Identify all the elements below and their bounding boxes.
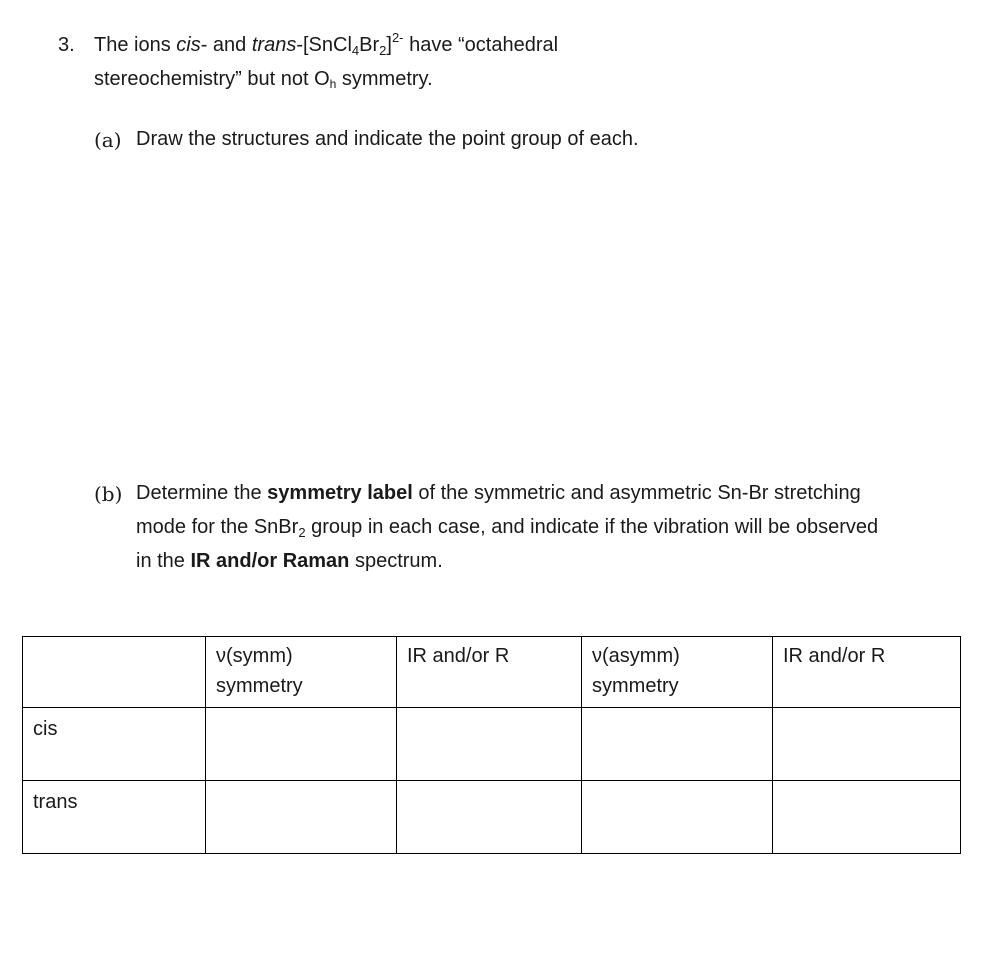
answer-cell-trans-asymm-symmetry[interactable] (582, 781, 773, 854)
formula-part: Br (359, 34, 380, 56)
question-line-2 (94, 68, 433, 91)
header-asymm-ir-raman (773, 637, 961, 708)
header-line: symmetry (592, 675, 679, 697)
part-b-text: spectrum. (349, 550, 443, 572)
part-b-line-2 (136, 516, 878, 539)
trans-word: trans (251, 34, 297, 56)
question-text: have “octahedral (403, 34, 559, 56)
header-line: IR and/or R (783, 645, 886, 667)
header-line: IR and/or R (407, 645, 510, 667)
formula-subscript: 2 (379, 43, 387, 58)
header-line: symmetry (216, 675, 303, 697)
question-number: 3. (58, 34, 75, 56)
table-row-trans (23, 781, 961, 854)
header-symm-ir-raman (397, 637, 582, 708)
header-asymm-symmetry (582, 637, 773, 708)
formula-part: -[SnCl (296, 34, 352, 56)
formula-subscript: 4 (351, 43, 360, 58)
question-text: symmetry. (336, 68, 433, 90)
header-line: ν(symm) (216, 645, 293, 667)
part-b-line-3 (136, 550, 443, 573)
answer-cell-cis-symm-ir-raman[interactable] (397, 708, 582, 781)
answer-cell-cis-asymm-symmetry[interactable] (582, 708, 773, 781)
cis-word: cis (176, 34, 201, 56)
symmetry-label-bold: symmetry label (267, 482, 413, 504)
header-line: ν(asymm) (592, 645, 680, 667)
row-label-cis: cis (23, 708, 206, 781)
answer-cell-cis-symm-symmetry[interactable] (206, 708, 397, 781)
part-a-text: Draw the structures and indicate the point group of each. (136, 128, 639, 150)
answer-table (22, 636, 961, 854)
part-a-letter: (a) (94, 128, 122, 152)
part-b-letter: (b) (94, 482, 123, 506)
table-row-cis (23, 708, 961, 781)
table-header-row (23, 637, 961, 708)
point-group-subscript: h (329, 77, 337, 91)
question-text: - and (200, 34, 252, 56)
answer-cell-trans-symm-ir-raman[interactable] (397, 781, 582, 854)
part-b-text: Determine the (136, 482, 268, 504)
header-symm-symmetry (206, 637, 397, 708)
header-empty-cell (23, 637, 206, 708)
answer-cell-cis-asymm-ir-raman[interactable] (773, 708, 961, 781)
answer-cell-trans-asymm-ir-raman[interactable] (773, 781, 961, 854)
formula-part: ] (386, 34, 392, 56)
part-b-text: of the symmetric and asymmetric Sn-Br stretching (412, 482, 861, 504)
question-text: stereochemistry” but not O (94, 68, 330, 90)
part-b-text: mode for the SnBr (136, 516, 299, 538)
question-line-1 (94, 30, 559, 58)
row-label-trans: trans (23, 781, 206, 854)
part-b-text: group in each case, and indicate if the vibration will be observed (305, 516, 879, 538)
question-text: The ions (94, 34, 177, 56)
part-b-line-1 (136, 482, 861, 505)
answer-cell-trans-symm-symmetry[interactable] (206, 781, 397, 854)
formula-subscript: 2 (298, 525, 306, 540)
part-b-text: in the (136, 550, 191, 572)
ir-raman-bold: IR and/or Raman (190, 550, 350, 572)
formula-charge: 2- (391, 30, 404, 45)
